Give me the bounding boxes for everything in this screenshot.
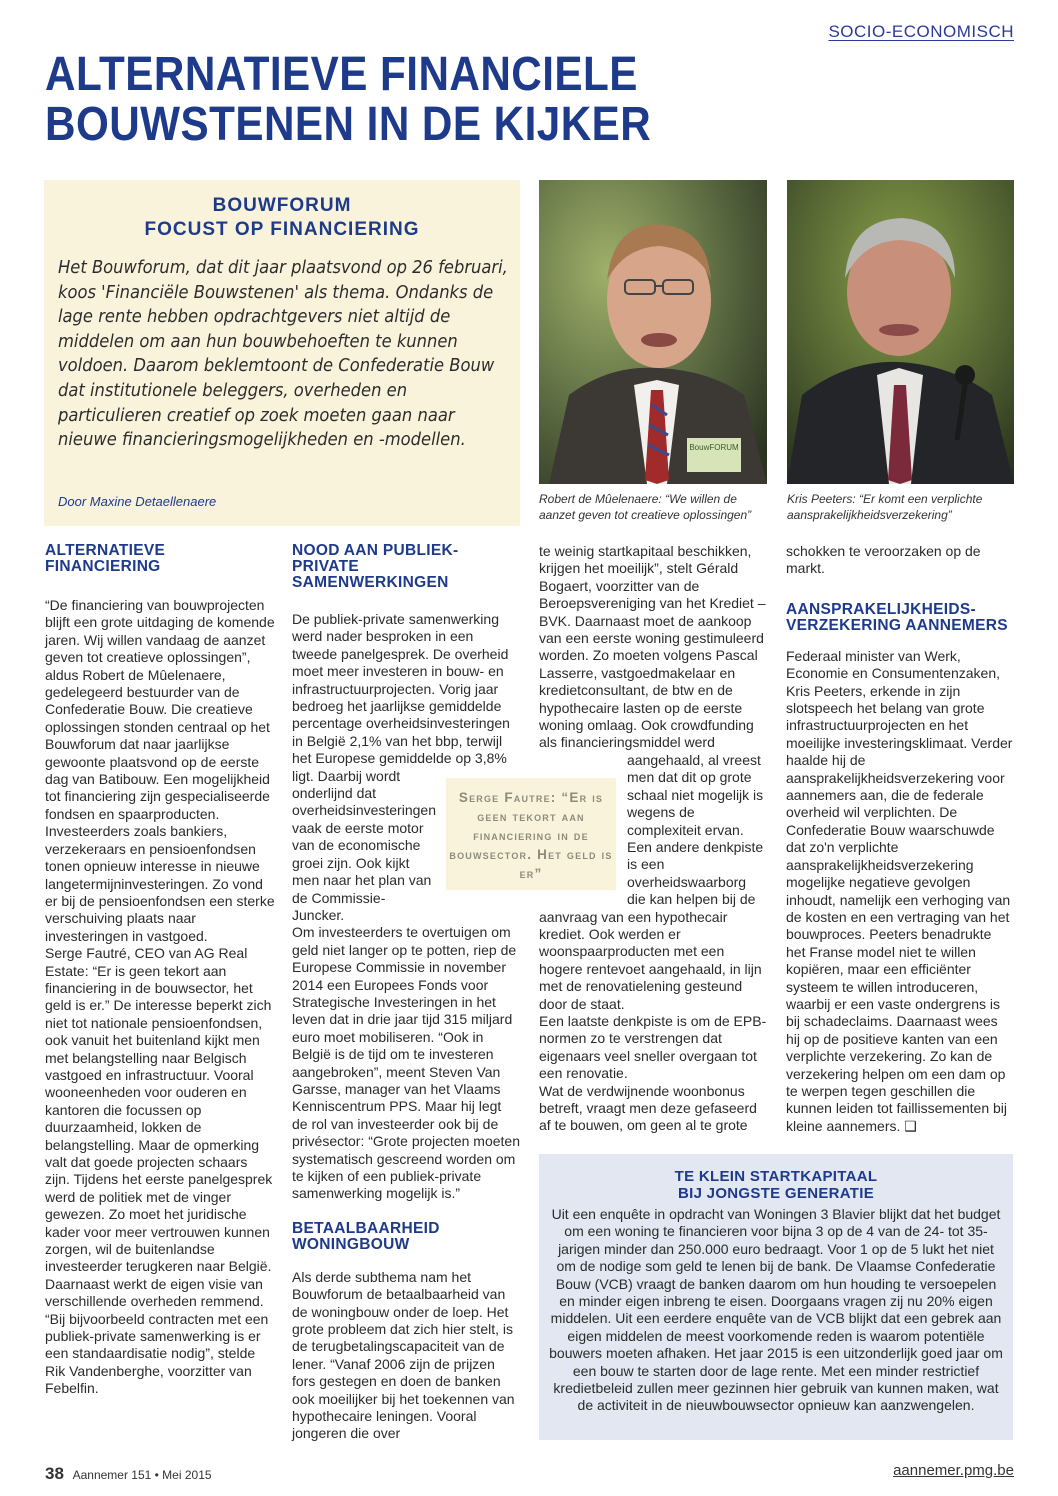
title-line-1: ALTERNATIEVE FINANCIELE bbox=[45, 48, 638, 101]
end-mark-icon: ❑ bbox=[904, 1117, 917, 1134]
heading-alternatieve-financiering: ALTERNATIEVE FINANCIERING bbox=[45, 542, 166, 575]
page-number: 38 bbox=[45, 1464, 64, 1483]
intro-text: Het Bouwforum, dat dit jaar plaatsvond op 26 februari, koos 'Financiële Bouwstenen' als thema. Ondanks de lage rente hebben opdrachtgevers niet altijd de middelen om aan hun bouwbehoeften te kunnen voldoen. Daarom beklemtoont de Confederatie Bouw dat institutionele beleggers, overheden en particulieren creatief op zoek moeten gaan naar nieuwe financieringsmogelijkheden en -modellen. bbox=[58, 258, 508, 451]
col2-paragraph-1: De publiek-private samenwerking werd nader besproken in een tweede panelgesprek. De overheid moet meer investeren in bouw- en infrastructuurprojecten. Vorig jaar bedroeg het jaarlijkse gemiddelde percentage overheidsinvesteringen in België 2,1% van het bbp, terwijl het Europese gemiddelde op 3,8% ligt. Daarbij wordt bbox=[292, 611, 510, 784]
section-tag: SOCIO-ECONOMISCH bbox=[828, 22, 1014, 41]
footer-left bbox=[45, 1464, 212, 1484]
speaker-illustration-2 bbox=[787, 180, 1014, 484]
intro-heading bbox=[44, 194, 520, 242]
pull-quote: Serge Fautre: “Er is geen tekort aan financiering in de bouwsector. Het geld is er” bbox=[446, 778, 616, 890]
heading-aansprakelijkheidsverzekering: AANSPRAKELIJKHEIDS-VERZEKERING AANNEMERS bbox=[786, 600, 1008, 634]
col1-paragraph-1: “De financiering van bouwprojecten blijft een grote uitdaging de komende jaren. Wij willen vandaag de aanzet geven tot creatieve oplossingen”, aldus Robert de Mûelenaere, gedelegeerd bestuurder van de Confederatie Bouw. Die creatieve oplossingen stonden centraal op het Bouwforum dat naar jaarlijkse gewoonte plaatsvond op de eerste dag van Batibouw. Een mogelijkheid tot financiering zijn gespecialiseerde fondsen en spaarproducten. Investeerders zoals bankiers, verzekeraars en pensioenfondsen tonen opnieuw interesse in nieuwe langetermijninvesteringen. Zo vond er bij de pensioenfondsen een sterke verschuiving plaats naar investeringen in vastgoed. bbox=[45, 597, 275, 944]
info-heading-line-1: TE KLEIN STARTKAPITAAL bbox=[674, 1168, 878, 1185]
info-box-text: Uit een enquête in opdracht van Woningen 3 Blavier blijkt dat het budget om een woning te financieren voor bijna 3 op de 4 van de 24- tot 35-jarigen minder dan 250.000 euro bedraagt. Voor 1 op de 5 lukt het niet om de nodige som geld te lenen bij de bank. De Vlaamse Confederatie Bouw (VCB) vraagt de banken daarom om hun houding te versoepelen en minder eigen inbreng te eisen. Doorgaans vragen zij nu 20% eigen middelen. Uit een eerdere enquête van de VCB blijkt dat een gebrek aan eigen middelen de meest voorkomende reden is waarom potentiële bouwers moeten afhaken. Het jaar 2015 is een uitzonderlijk goed jaar om een bouw te starten door de lage rente. Met een minder restrictief kredietbeleid zullen meer gezinnen hier gebruik van kunnen maken, wat de activiteit in de nieuwbouwsector opnieuw kan aanzwengelen. bbox=[549, 1206, 1003, 1414]
intro-heading-line-1: BOUWFORUM bbox=[212, 195, 352, 216]
publication-info: Aannemer 151 • Mei 2015 bbox=[72, 1468, 212, 1482]
col4-paragraph-2-text: Federaal minister van Werk, Economie en Consumentenzaken, Kris Peeters, erkende in zijn slotspeech het belang van grote infrastructuurprojecten en het moeilijke investeringsklimaat. Verder haalde hij de aansprakelijkheidsverzekering voor aannemers aan, die de federale overheid wil verplichten. De Confederatie Bouw waarschuwde dat zo'n verplichte aansprakelijkheidsverzekering mogelijke negatieve gevolgen inhoudt, namelijk een verhoging van de kosten en een vertraging van het bouwproces. Peeters benadrukte het Franse model niet te willen kopiëren, maar een efficiënter systeem te willen introduceren, waarbij er een vaste ondergrens is bij schadeclaims. Daarnaast wees hij op de positieve kanten van een verplichte verzekering. Zo kan de verzekering helpen om een dam op te werpen tegen geschillen die kunnen leiden tot faillissementen bij kleine aannemers. bbox=[786, 647, 1013, 1134]
column-4 bbox=[786, 543, 1014, 1135]
photo-kris-peeters bbox=[787, 180, 1014, 484]
website-link[interactable]: aannemer.pmg.be bbox=[893, 1462, 1014, 1479]
heading-nood-aan-pps: NOOD AAN PUBLIEK-PRIVATE SAMENWERKINGEN bbox=[292, 542, 459, 591]
badge-text: BouwFORUM bbox=[689, 443, 739, 452]
info-box-heading bbox=[539, 1168, 1013, 1202]
col3-paragraph-3: Wat de verdwijnende woonbonus betreft, vraagt men deze gefaseerd af te bouwen, om geen al te grote bbox=[539, 1082, 757, 1134]
col1-paragraph-2: Serge Fautré, CEO van AG Real Estate: “Er is geen tekort aan financiering in de bouwsector, het geld is er.” De interesse beperkt zich niet tot nationale pensioenfondsen, ook vanuit het buitenland kijkt men met belangstelling naar Belgisch vastgoed en infrastructuur. Vooral wooneenheden voor ouderen en kantoren die focussen op duurzaamheid, lokken de belangstelling. Maar de opmerking valt dat goede projecten schaars zijn. Tijdens het eerste panelgesprek werd de politiek met de vinger gewezen. Zo moet het juridische kader voor meer vertrouwen kunnen zorgen, wil de buitenlandse investeerder terugkeren naar België. Daarnaast werkt de eigen visie van verschillende overheden remmend. “Bij bijvoorbeeld contracten met een publiek-private samenwerking is er een standaardisatie nodig”, stelde Rik Vandenberghe, voorzitter van Febelfin. bbox=[45, 945, 273, 1397]
photo-caption-1: Robert de Mûelenaere: “We willen de aanzet geven tot creatieve oplossingen” bbox=[539, 492, 752, 522]
article-title bbox=[45, 50, 837, 150]
col4-paragraph-2 bbox=[786, 648, 1014, 1135]
col2-paragraph-3: Als derde subthema nam het Bouwforum de betaalbaarheid van de woningbouw onder de loep. Het grote probleem dat zich hier stelt, is de terugbetalingscapaciteit van de lener. “Vanaf 2006 zijn de prijzen fors gestegen en doen de banken ook moeilijker bij het toekennen van hypothecaire leningen. Vooral jongeren die over bbox=[292, 1268, 515, 1442]
column-1 bbox=[45, 543, 275, 1398]
byline: Door Maxine Detaellenaere bbox=[58, 494, 217, 509]
col2-paragraph-1b: onderlijnd dat overheidsinvesteringen vaak de eerste motor van de economische groei zijn. Ook kijkt men naar het plan van de Commissie-Juncker. bbox=[292, 785, 436, 923]
col2-paragraph-2: Om investeerders te overtuigen om geld niet langer op te potten, riep de Europese Commissie in november 2014 een Europees Fonds voor Strategische Investeringen in het leven dat in drie jaar tijd 315 miljard euro moet mobiliseren. “Ook in België is de tijd om te investeren aangebroken”, meent Steven Van Garsse, manager van het Vlaams Kenniscentrum PPS. Maar hij legt de rol van investeerder ook bij de privésector: “Grote projecten moeten systematisch gescreend worden om te kijken of een publiek-private samenwerking mogelijk is.” bbox=[292, 924, 520, 1202]
title-line-2: BOUWSTENEN IN DE KIJKER bbox=[45, 98, 652, 151]
speaker-illustration-1 bbox=[539, 180, 767, 484]
info-box bbox=[539, 1154, 1013, 1440]
intro-heading-line-2: FOCUST OP FINANCIERING bbox=[144, 219, 420, 240]
col4-paragraph-1: schokken te veroorzaken op de markt. bbox=[786, 543, 981, 577]
info-heading-line-2: BIJ JONGSTE GENERATIE bbox=[677, 1185, 875, 1202]
photo-caption-2: Kris Peeters: “Er komt een verplichte aansprakelijkheidsverzekering” bbox=[787, 492, 983, 522]
photo-robert-de-muelenaere bbox=[539, 180, 767, 484]
col3-paragraph-1b: aangehaald, al vreest men dat dit op grote schaal niet mogelijk is wegens de complexiteit ervan. Een andere denkpiste is een overheidswaarborg die kan helpen bij de bbox=[627, 751, 764, 908]
column-2 bbox=[292, 543, 520, 1443]
column-3 bbox=[539, 543, 767, 1135]
col3-paragraph-1: te weinig startkapitaal beschikken, krijgen het moeilijk”, stelt Gérald Bogaert, voorzitter van de Beroepsvereniging van het Krediet – BVK. Daarnaast moet de aankoop van een eerste woning gestimuleerd worden. Zo moeten volgens Pascal Lasserre, vastgoedmakelaar en kredietconsultant, de btw en de hypothecaire lasten op de eerste woning omlaag. Ook crowdfunding als financieringsmiddel werd bbox=[539, 543, 766, 751]
col3-paragraph-2: Een laatste denkpiste is om de EPB-normen zo te verstrengen dat eigenaars veel sneller overgaan tot een renovatie. bbox=[539, 1012, 767, 1082]
heading-betaalbaarheid-woningbouw: BETAALBAARHEID WONINGBOUW bbox=[292, 1219, 440, 1253]
intro-box bbox=[44, 180, 520, 526]
col3-paragraph-1c: aanvraag van een hypothecair krediet. Ook werden er woonspaarproducten met een hogere rentevoet aangehaald, in lijn met de renovatielening gesteund door de staat. bbox=[539, 908, 762, 1012]
